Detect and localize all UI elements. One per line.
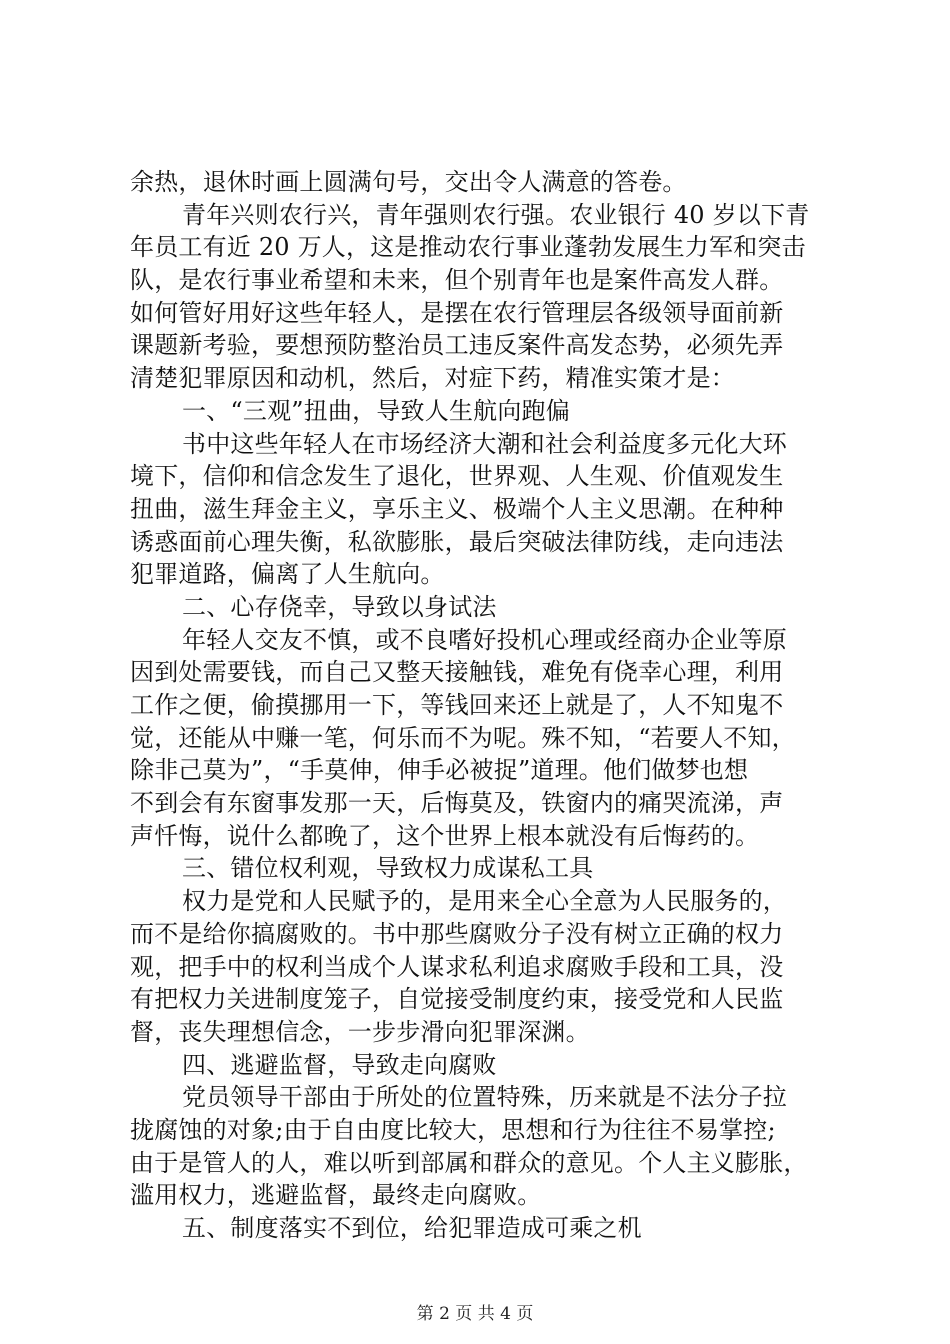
text-line: 拢腐蚀的对象;由于自由度比较大，思想和行为往往不易掌控; — [130, 1115, 776, 1144]
text-line: 队，是农行事业希望和未来，但个别青年也是案件高发人群。 — [130, 266, 784, 295]
text-line: 党员领导干部由于所处的位置特殊，历来就是不法分子拉 — [182, 1083, 787, 1112]
document-body — [130, 166, 830, 1245]
section-heading: 一、“三观”扭曲，导致人生航向跑偏 — [182, 396, 570, 425]
text-line: 境下，信仰和信念发生了退化，世界观、人生观、价值观发生 — [130, 462, 784, 491]
text-line: 觉，还能从中赚一笔，何乐而不为呢。殊不知，“若要人不知， — [130, 723, 796, 752]
section-heading: 四、逃避监督，导致走向腐败 — [182, 1050, 497, 1079]
page-footer: 第 2 页 共 4 页 — [416, 1304, 534, 1324]
text-line: 滥用权力，逃避监督，最终走向腐败。 — [130, 1181, 542, 1210]
text-line: 权力是党和人民赋予的，是用来全心全意为人民服务的， — [182, 887, 787, 916]
text-line: 有把权力关进制度笼子，自觉接受制度约束，接受党和人民监 — [130, 985, 784, 1014]
text-line: 如何管好用好这些年轻人，是摆在农行管理层各级领导面前新 — [130, 298, 784, 327]
text-line: 余热，退休时画上圆满句号，交出令人满意的答卷。 — [130, 168, 687, 196]
text-line: 不到会有东窗事发那一天，后悔莫及，铁窗内的痛哭流涕，声 — [130, 789, 784, 818]
text-line: 课题新考验，要想预防整治员工违反案件高发态势，必须先弄 — [130, 331, 784, 360]
text-line: 观，把手中的权利当成个人谋求私利追求腐败手段和工具，没 — [130, 952, 784, 981]
text-line: 年轻人交友不慎，或不良嗜好投机心理或经商办企业等原 — [182, 625, 787, 654]
text-line: 工作之便，偷摸挪用一下，等钱回来还上就是了，人不知鬼不 — [130, 691, 784, 719]
text-line: 而不是给你搞腐败的。书中那些腐败分子没有树立正确的权力 — [130, 919, 784, 948]
text-line: 因到处需要钱，而自己又整天接触钱，难免有侥幸心理，利用 — [130, 658, 784, 687]
text-line: 年员工有近 20 万人，这是推动农行事业蓬勃发展生力军和突击 — [130, 233, 806, 262]
text-line: 青年兴则农行兴，青年强则农行强。农业银行 40 岁以下青 — [182, 200, 810, 229]
section-heading: 五、制度落实不到位，给犯罪造成可乘之机 — [182, 1214, 642, 1242]
text-line: 督，丧失理想信念，一步步滑向犯罪深渊。 — [130, 1017, 590, 1046]
text-line: 书中这些年轻人在市场经济大潮和社会利益度多元化大环 — [182, 429, 787, 458]
text-line: 扭曲，滋生拜金主义，享乐主义、极端个人主义思潮。在种种 — [130, 494, 784, 523]
section-heading: 二、心存侥幸，导致以身试法 — [182, 592, 497, 621]
text-line: 诱惑面前心理失衡，私欲膨胀，最后突破法律防线，走向违法 — [130, 527, 784, 556]
text-line: 声忏悔，说什么都晚了，这个世界上根本就没有后悔药的。 — [130, 821, 760, 850]
text-line: 除非己莫为”，“手莫伸，伸手必被捉”道理。他们做梦也想 — [130, 756, 749, 785]
text-line: 由于是管人的人，难以听到部属和群众的意见。个人主义膨胀， — [130, 1148, 808, 1177]
text-line: 犯罪道路，偏离了人生航向。 — [130, 560, 445, 589]
section-heading: 三、错位权利观，导致权力成谋私工具 — [182, 854, 594, 883]
text-line: 清楚犯罪原因和动机，然后，对症下药，精准实策才是： — [130, 364, 735, 393]
